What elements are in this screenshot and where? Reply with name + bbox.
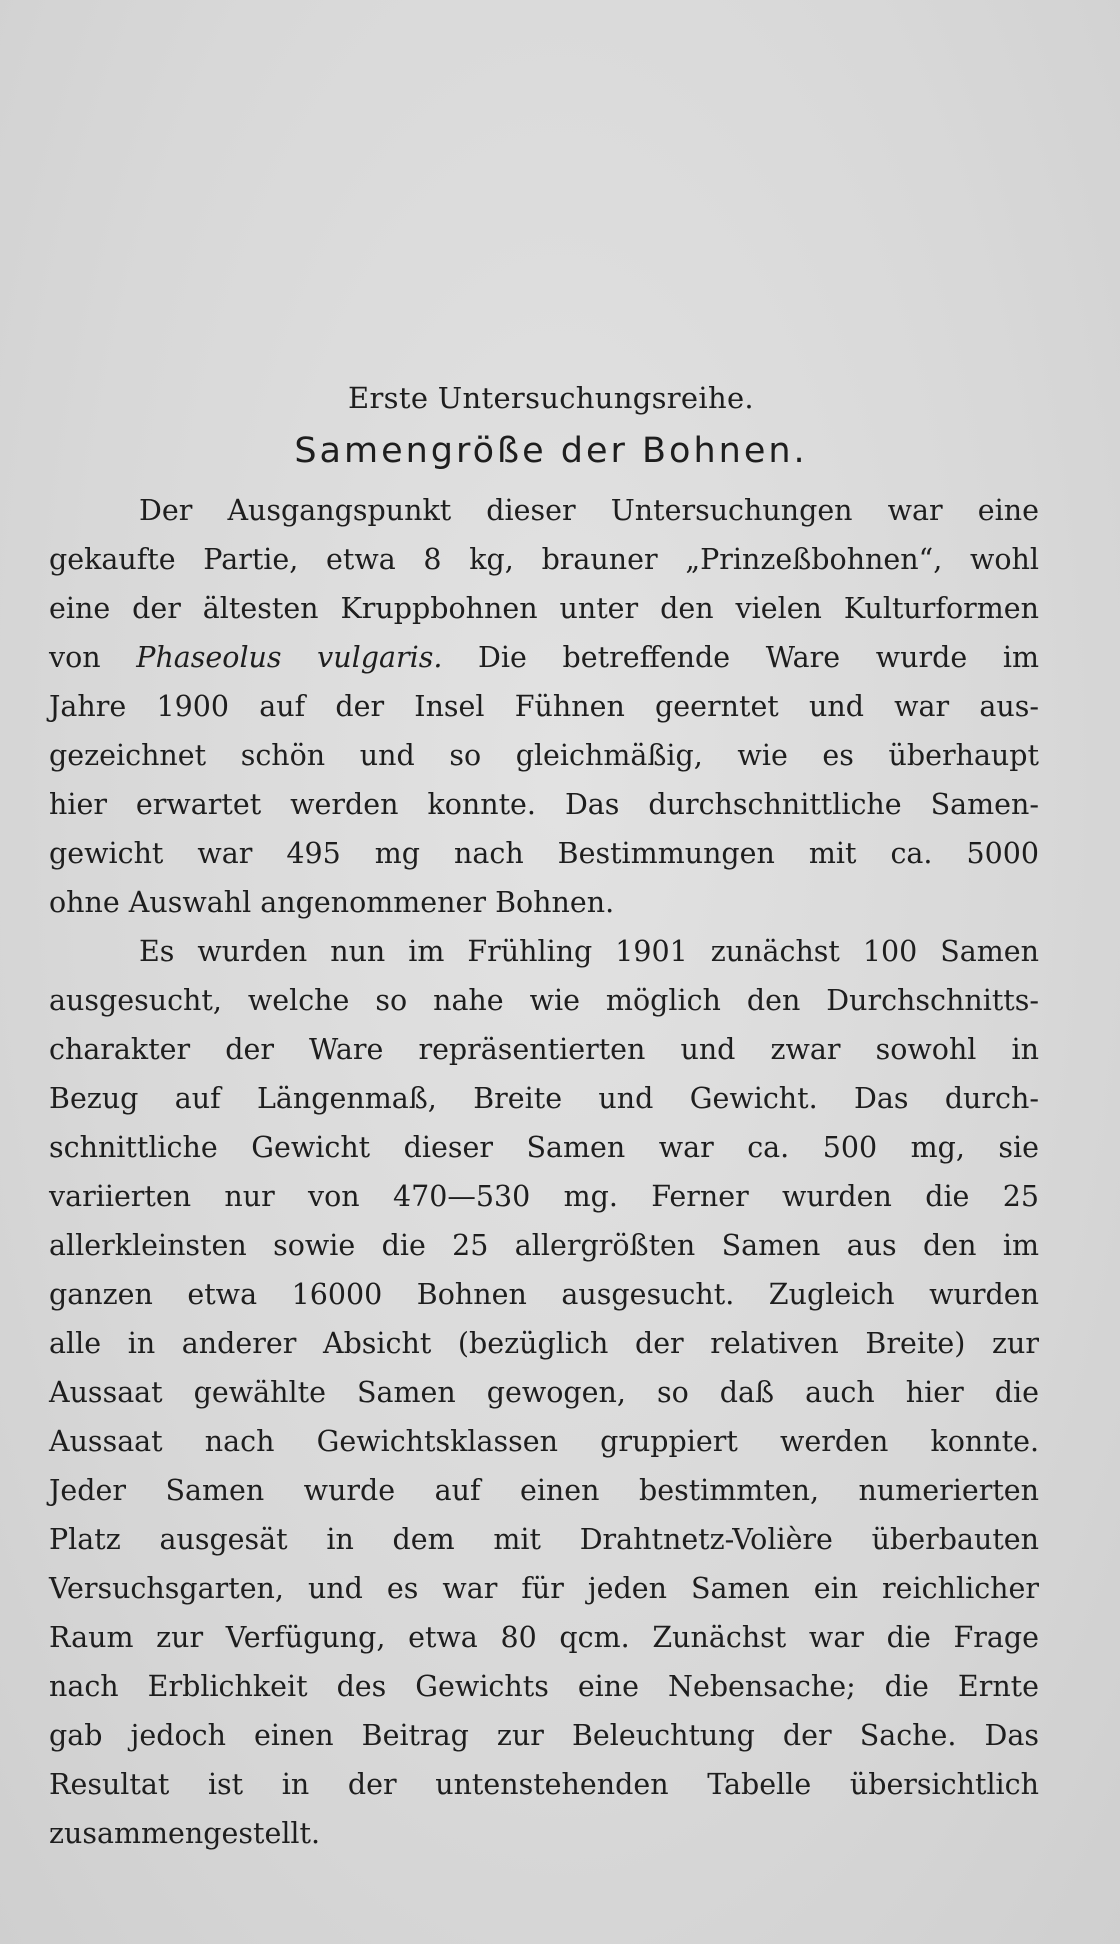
- text-line: Platz ausgesät in dem mit Drahtnetz-Volière überbauten: [49, 1523, 1039, 1556]
- text-line: eine der ältesten Kruppbohnen unter den vielen Kulturformen: [49, 592, 1039, 625]
- text-line: Der Ausgangspunkt dieser Untersuchungen war eine: [139, 494, 1039, 527]
- text-line: ganzen etwa 16000 Bohnen ausgesucht. Zugleich wurden: [49, 1278, 1039, 1311]
- text-line: gab jedoch einen Beitrag zur Beleuchtung der Sache. Das: [49, 1719, 1039, 1752]
- text-line: Bezug auf Längenmaß, Breite und Gewicht. Das durch-: [49, 1082, 1039, 1115]
- text-fragment: von: [49, 641, 101, 674]
- text-line: Versuchsgarten, und es war für jeden Samen ein reichlicher: [49, 1572, 1039, 1605]
- text-line: allerkleinsten sowie die 25 allergrößten Samen aus den im: [49, 1229, 1039, 1262]
- text-line: Aussaat nach Gewichtsklassen gruppiert werden konnte.: [49, 1425, 1039, 1458]
- text-line: nach Erblichkeit des Gewichts eine Nebensache; die Ernte: [49, 1670, 1039, 1703]
- text-line: variierten nur von 470—530 mg. Ferner wurden die 25: [49, 1180, 1039, 1213]
- text-line: ausgesucht, welche so nahe wie möglich den Durchschnitts-: [49, 984, 1039, 1017]
- text-line: gezeichnet schön und so gleichmäßig, wie es überhaupt: [49, 739, 1039, 772]
- text-fragment: Die betreffende Ware wurde im: [478, 641, 1039, 674]
- page-content: [49, 378, 1039, 1858]
- text-line: [49, 633, 1039, 682]
- section-heading: Samengröße der Bohnen.: [294, 431, 808, 471]
- text-line: Raum zur Verfügung, etwa 80 qcm. Zunächst war die Frage: [49, 1621, 1039, 1654]
- text-line: ohne Auswahl angenommener Bohnen.: [49, 886, 615, 919]
- section-subheading: Erste Untersuchungsreihe.: [348, 381, 754, 415]
- text-line: Es wurden nun im Frühling 1901 zunächst 100 Samen: [139, 935, 1039, 968]
- text-line: gewicht war 495 mg nach Bestimmungen mit ca. 5000: [49, 837, 1039, 870]
- text-line: Resultat ist in der untenstehenden Tabelle übersichtlich: [49, 1768, 1039, 1801]
- text-line: gekaufte Partie, etwa 8 kg, brauner „Prinzeßbohnen“, wohl: [49, 543, 1039, 576]
- paragraph-1: [49, 486, 1039, 927]
- text-line: alle in anderer Absicht (bezüglich der relativen Breite) zur: [49, 1327, 1039, 1360]
- text-line: Jeder Samen wurde auf einen bestimmten, numerierten: [49, 1474, 1039, 1507]
- paragraph-2: [49, 927, 1039, 1858]
- text-line: Aussaat gewählte Samen gewogen, so daß auch hier die: [49, 1376, 1039, 1409]
- text-line: charakter der Ware repräsentierten und zwar sowohl in: [49, 1033, 1039, 1066]
- text-line: Jahre 1900 auf der Insel Fühnen geerntet und war aus-: [49, 690, 1039, 723]
- text-line: schnittliche Gewicht dieser Samen war ca. 500 mg, sie: [49, 1131, 1039, 1164]
- text-line: zusammengestellt.: [49, 1817, 321, 1850]
- text-line: hier erwartet werden konnte. Das durchschnittliche Samen-: [49, 788, 1039, 821]
- species-name: Phaseolus vulgaris.: [136, 641, 443, 674]
